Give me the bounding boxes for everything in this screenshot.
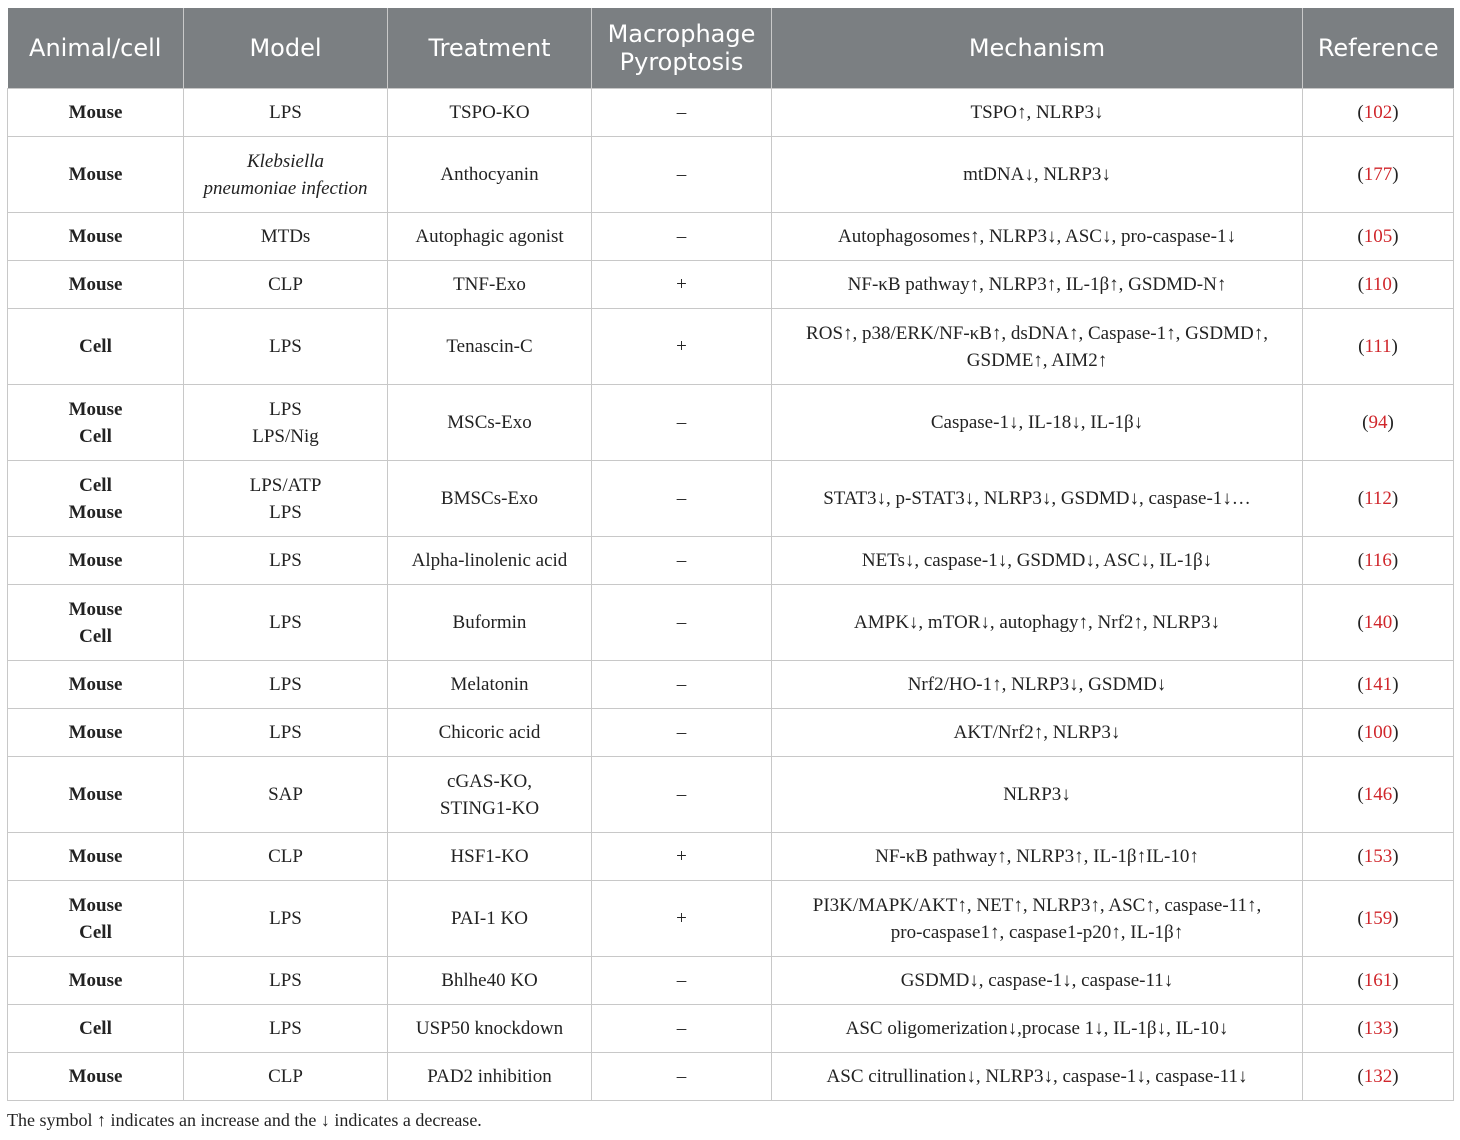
header-reference: Reference bbox=[1303, 8, 1454, 89]
table-row bbox=[8, 661, 1454, 709]
cell-treatment bbox=[388, 585, 592, 661]
data-table bbox=[7, 8, 1454, 1101]
cell-model bbox=[184, 585, 388, 661]
cell-treatment-line: TNF-Exo bbox=[453, 274, 526, 295]
cell-treatment-line: Alpha-linolenic acid bbox=[411, 550, 568, 571]
cell-animal bbox=[8, 89, 184, 137]
cell-animal bbox=[8, 661, 184, 709]
cell-treatment bbox=[388, 137, 592, 213]
cell-mechanism bbox=[772, 661, 1303, 709]
cell-animal bbox=[8, 957, 184, 1005]
table-row bbox=[8, 309, 1454, 385]
table-row bbox=[8, 585, 1454, 661]
cell-reference bbox=[1303, 757, 1454, 833]
cell-treatment bbox=[388, 757, 592, 833]
cell-mechanism-line: NLRP3↓ bbox=[1003, 784, 1071, 805]
ref-close-paren: ) bbox=[1392, 1066, 1399, 1087]
cell-mechanism bbox=[772, 1005, 1303, 1053]
cell-animal-line: Mouse bbox=[68, 784, 123, 805]
cell-mechanism-line: Caspase-1↓, IL-18↓, IL-1β↓ bbox=[930, 412, 1144, 433]
table-container bbox=[7, 8, 1453, 1101]
cell-mechanism bbox=[772, 585, 1303, 661]
cell-mechanism bbox=[772, 461, 1303, 537]
cell-mechanism-line: STAT3↓, p-STAT3↓, NLRP3↓, GSDMD↓, caspase-1↓… bbox=[823, 488, 1251, 509]
cell-mechanism bbox=[772, 537, 1303, 585]
reference-link[interactable]: 132 bbox=[1363, 1066, 1393, 1087]
cell-treatment bbox=[388, 957, 592, 1005]
cell-animal bbox=[8, 757, 184, 833]
cell-pyroptosis: – bbox=[592, 537, 772, 585]
cell-pyroptosis: – bbox=[592, 1053, 772, 1101]
cell-mechanism-line: AMPK↓, mTOR↓, autophagy↑, Nrf2↑, NLRP3↓ bbox=[854, 612, 1220, 633]
cell-model-line: LPS bbox=[269, 1018, 302, 1039]
cell-reference bbox=[1303, 709, 1454, 757]
header-pyroptosis-line2: Pyroptosis bbox=[619, 48, 744, 76]
ref-close-paren: ) bbox=[1392, 1018, 1399, 1039]
ref-open-paren: ( bbox=[1357, 488, 1365, 509]
cell-mechanism bbox=[772, 309, 1303, 385]
cell-animal-line: Mouse bbox=[68, 1066, 123, 1087]
cell-animal-line: Mouse bbox=[68, 598, 123, 620]
cell-model bbox=[184, 89, 388, 137]
cell-model bbox=[184, 881, 388, 957]
ref-close-paren: ) bbox=[1392, 226, 1399, 247]
cell-animal bbox=[8, 1005, 184, 1053]
ref-open-paren: ( bbox=[1358, 336, 1365, 357]
reference-link[interactable]: 105 bbox=[1363, 226, 1393, 247]
cell-model-line: LPS bbox=[269, 398, 302, 420]
ref-close-paren: ) bbox=[1392, 164, 1399, 185]
cell-model-line: LPS bbox=[269, 722, 302, 743]
cell-animal-line: Mouse bbox=[68, 164, 123, 185]
cell-animal-line: Mouse bbox=[68, 398, 123, 420]
cell-mechanism-line: pro-caspase1↑, caspase1-p20↑, IL-1β↑ bbox=[890, 921, 1184, 943]
cell-pyroptosis: – bbox=[592, 213, 772, 261]
cell-mechanism-line: TSPO↑, NLRP3↓ bbox=[970, 102, 1104, 123]
cell-reference bbox=[1303, 137, 1454, 213]
cell-model bbox=[184, 709, 388, 757]
cell-animal bbox=[8, 309, 184, 385]
cell-animal bbox=[8, 881, 184, 957]
cell-pyroptosis: – bbox=[592, 585, 772, 661]
ref-open-paren: ( bbox=[1357, 226, 1364, 247]
cell-reference bbox=[1303, 309, 1454, 385]
ref-open-paren: ( bbox=[1362, 412, 1369, 433]
cell-model bbox=[184, 137, 388, 213]
ref-open-paren: ( bbox=[1357, 274, 1365, 295]
cell-mechanism-line: ROS↑, p38/ERK/NF-κB↑, dsDNA↑, Caspase-1↑, GSDMD↑, bbox=[806, 322, 1268, 344]
cell-animal bbox=[8, 261, 184, 309]
cell-treatment-line: Chicoric acid bbox=[438, 722, 541, 743]
cell-animal-line: Cell bbox=[79, 336, 112, 357]
cell-model-line: pneumoniae infection bbox=[203, 177, 368, 199]
cell-mechanism-line: AKT/Nrf2↑, NLRP3↓ bbox=[953, 722, 1121, 743]
cell-treatment bbox=[388, 213, 592, 261]
ref-close-paren: ) bbox=[1392, 846, 1399, 867]
cell-mechanism bbox=[772, 833, 1303, 881]
ref-open-paren: ( bbox=[1357, 674, 1364, 695]
cell-animal-line: Mouse bbox=[68, 226, 123, 247]
cell-animal-line: Mouse bbox=[68, 894, 123, 916]
cell-treatment bbox=[388, 89, 592, 137]
ref-open-paren: ( bbox=[1357, 164, 1364, 185]
cell-reference bbox=[1303, 833, 1454, 881]
ref-close-paren: ) bbox=[1392, 970, 1399, 991]
cell-mechanism-line: NF-κB pathway↑, NLRP3↑, IL-1β↑, GSDMD-N↑ bbox=[847, 274, 1227, 295]
cell-treatment-line: Melatonin bbox=[450, 674, 529, 695]
header-pyroptosis bbox=[592, 8, 772, 89]
cell-model bbox=[184, 385, 388, 461]
cell-animal-line: Cell bbox=[79, 1018, 112, 1039]
ref-open-paren: ( bbox=[1357, 612, 1364, 633]
cell-reference bbox=[1303, 461, 1454, 537]
cell-animal-line: Cell bbox=[79, 625, 112, 647]
table-row bbox=[8, 757, 1454, 833]
reference-link[interactable]: 133 bbox=[1363, 1018, 1393, 1039]
table-row bbox=[8, 89, 1454, 137]
cell-mechanism-line: NETs↓, caspase-1↓, GSDMD↓, ASC↓, IL-1β↓ bbox=[861, 550, 1213, 571]
cell-mechanism bbox=[772, 1053, 1303, 1101]
table-row bbox=[8, 461, 1454, 537]
cell-mechanism bbox=[772, 261, 1303, 309]
cell-model bbox=[184, 1005, 388, 1053]
cell-treatment bbox=[388, 881, 592, 957]
cell-animal bbox=[8, 709, 184, 757]
table-row bbox=[8, 1053, 1454, 1101]
cell-mechanism bbox=[772, 881, 1303, 957]
reference-link[interactable]: 102 bbox=[1363, 102, 1393, 123]
cell-model-line: LPS bbox=[269, 612, 302, 633]
cell-model-line: MTDs bbox=[260, 226, 311, 247]
cell-animal bbox=[8, 385, 184, 461]
header-animal: Animal/cell bbox=[8, 8, 184, 89]
cell-animal-line: Mouse bbox=[68, 102, 123, 123]
ref-close-paren: ) bbox=[1391, 336, 1398, 357]
cell-model-line: SAP bbox=[268, 784, 303, 805]
cell-treatment-line: BMSCs-Exo bbox=[440, 488, 539, 509]
table-body bbox=[8, 89, 1454, 1101]
cell-treatment-line: cGAS-KO, bbox=[447, 770, 532, 792]
cell-model-line: LPS bbox=[269, 336, 302, 357]
ref-close-paren: ) bbox=[1392, 908, 1399, 929]
cell-model bbox=[184, 261, 388, 309]
header-treatment: Treatment bbox=[388, 8, 592, 89]
cell-treatment-line: Autophagic agonist bbox=[415, 226, 564, 247]
cell-animal-line: Mouse bbox=[68, 501, 123, 523]
cell-treatment-line: Bhlhe40 KO bbox=[441, 970, 538, 991]
cell-model-line: LPS/ATP bbox=[249, 474, 322, 496]
table-footnote: The symbol ↑ indicates an increase and the ↓ indicates a decrease. bbox=[7, 1110, 482, 1130]
cell-animal-line: Mouse bbox=[68, 674, 123, 695]
cell-model bbox=[184, 833, 388, 881]
header-model: Model bbox=[184, 8, 388, 89]
cell-treatment bbox=[388, 709, 592, 757]
reference-link[interactable]: 140 bbox=[1363, 612, 1393, 633]
cell-pyroptosis: – bbox=[592, 957, 772, 1005]
ref-close-paren: ) bbox=[1391, 274, 1399, 295]
cell-treatment-line: TSPO-KO bbox=[449, 102, 530, 123]
cell-mechanism-line: ASC oligomerization↓,procase 1↓, IL-1β↓, IL-10↓ bbox=[845, 1018, 1229, 1039]
cell-treatment bbox=[388, 261, 592, 309]
ref-close-paren: ) bbox=[1387, 412, 1394, 433]
header-mechanism: Mechanism bbox=[772, 8, 1303, 89]
cell-animal bbox=[8, 537, 184, 585]
cell-pyroptosis: – bbox=[592, 1005, 772, 1053]
cell-animal-line: Cell bbox=[79, 425, 112, 447]
cell-mechanism-line: ASC citrullination↓, NLRP3↓, caspase-1↓, caspase-11↓ bbox=[826, 1066, 1248, 1087]
cell-treatment bbox=[388, 1005, 592, 1053]
cell-model-line: CLP bbox=[268, 1066, 303, 1087]
cell-treatment-line: PAD2 inhibition bbox=[427, 1066, 552, 1087]
cell-pyroptosis: – bbox=[592, 709, 772, 757]
cell-mechanism bbox=[772, 957, 1303, 1005]
cell-animal bbox=[8, 585, 184, 661]
cell-treatment-line: Anthocyanin bbox=[440, 164, 539, 185]
cell-reference bbox=[1303, 957, 1454, 1005]
cell-pyroptosis: – bbox=[592, 661, 772, 709]
cell-model-line: LPS bbox=[269, 550, 302, 571]
ref-open-paren: ( bbox=[1357, 1066, 1364, 1087]
reference-link[interactable]: 153 bbox=[1363, 846, 1393, 867]
cell-pyroptosis: + bbox=[592, 309, 772, 385]
cell-mechanism bbox=[772, 213, 1303, 261]
cell-treatment bbox=[388, 537, 592, 585]
ref-close-paren: ) bbox=[1392, 102, 1399, 123]
cell-animal bbox=[8, 213, 184, 261]
ref-close-paren: ) bbox=[1392, 784, 1399, 805]
cell-treatment-line: STING1-KO bbox=[439, 797, 540, 819]
cell-model-line: LPS bbox=[269, 102, 302, 123]
ref-open-paren: ( bbox=[1357, 550, 1365, 571]
cell-treatment bbox=[388, 661, 592, 709]
cell-treatment bbox=[388, 461, 592, 537]
cell-mechanism-line: Nrf2/HO-1↑, NLRP3↓, GSDMD↓ bbox=[907, 674, 1167, 695]
cell-mechanism-line: mtDNA↓, NLRP3↓ bbox=[963, 164, 1111, 185]
reference-link[interactable]: 94 bbox=[1368, 412, 1388, 433]
cell-model bbox=[184, 661, 388, 709]
cell-animal bbox=[8, 833, 184, 881]
cell-model bbox=[184, 537, 388, 585]
cell-model-line: CLP bbox=[268, 274, 303, 295]
cell-model bbox=[184, 957, 388, 1005]
reference-link[interactable]: 100 bbox=[1363, 722, 1393, 743]
cell-reference bbox=[1303, 1005, 1454, 1053]
cell-reference bbox=[1303, 89, 1454, 137]
ref-open-paren: ( bbox=[1357, 1018, 1364, 1039]
ref-open-paren: ( bbox=[1357, 970, 1364, 991]
ref-close-paren: ) bbox=[1391, 550, 1399, 571]
cell-mechanism-line: Autophagosomes↑, NLRP3↓, ASC↓, pro-caspase-1↓ bbox=[838, 226, 1236, 247]
cell-reference bbox=[1303, 537, 1454, 585]
cell-treatment bbox=[388, 833, 592, 881]
cell-treatment bbox=[388, 1053, 592, 1101]
cell-treatment-line: MSCs-Exo bbox=[447, 412, 532, 433]
table-row bbox=[8, 213, 1454, 261]
cell-treatment-line: PAI-1 KO bbox=[451, 908, 528, 929]
cell-model-line: LPS/Nig bbox=[252, 425, 319, 447]
cell-pyroptosis: – bbox=[592, 385, 772, 461]
cell-animal-line: Mouse bbox=[68, 550, 123, 571]
table-row bbox=[8, 537, 1454, 585]
table-row bbox=[8, 957, 1454, 1005]
reference-link[interactable]: 112 bbox=[1364, 488, 1392, 509]
ref-open-paren: ( bbox=[1357, 784, 1364, 805]
cell-treatment bbox=[388, 309, 592, 385]
cell-mechanism bbox=[772, 137, 1303, 213]
cell-pyroptosis: – bbox=[592, 461, 772, 537]
cell-mechanism-line: GSDME↑, AIM2↑ bbox=[966, 349, 1108, 371]
reference-link[interactable]: 161 bbox=[1363, 970, 1393, 991]
cell-animal bbox=[8, 461, 184, 537]
cell-pyroptosis: + bbox=[592, 833, 772, 881]
cell-treatment-line: Tenascin-C bbox=[446, 336, 533, 357]
reference-link[interactable]: 159 bbox=[1363, 908, 1393, 929]
cell-animal bbox=[8, 1053, 184, 1101]
cell-animal-line: Mouse bbox=[68, 846, 123, 867]
cell-reference bbox=[1303, 585, 1454, 661]
cell-model bbox=[184, 309, 388, 385]
cell-animal-line: Mouse bbox=[68, 722, 123, 743]
table-row bbox=[8, 1005, 1454, 1053]
cell-pyroptosis: – bbox=[592, 89, 772, 137]
cell-treatment bbox=[388, 385, 592, 461]
table-row bbox=[8, 385, 1454, 461]
reference-link[interactable]: 111 bbox=[1364, 336, 1392, 357]
cell-mechanism bbox=[772, 757, 1303, 833]
header-pyroptosis-line1: Macrophage bbox=[607, 20, 756, 48]
ref-close-paren: ) bbox=[1392, 674, 1399, 695]
cell-pyroptosis: + bbox=[592, 881, 772, 957]
ref-open-paren: ( bbox=[1357, 102, 1364, 123]
header-row bbox=[8, 8, 1454, 89]
reference-link[interactable]: 116 bbox=[1364, 550, 1392, 571]
table-row bbox=[8, 709, 1454, 757]
cell-animal-line: Cell bbox=[79, 474, 112, 496]
cell-reference bbox=[1303, 1053, 1454, 1101]
cell-pyroptosis: – bbox=[592, 137, 772, 213]
cell-model bbox=[184, 213, 388, 261]
reference-link[interactable]: 110 bbox=[1364, 274, 1392, 295]
cell-reference bbox=[1303, 881, 1454, 957]
ref-close-paren: ) bbox=[1392, 612, 1399, 633]
cell-pyroptosis: + bbox=[592, 261, 772, 309]
table-row bbox=[8, 137, 1454, 213]
cell-animal bbox=[8, 137, 184, 213]
cell-reference bbox=[1303, 385, 1454, 461]
cell-treatment-line: Buformin bbox=[452, 612, 527, 633]
cell-model-line: LPS bbox=[269, 970, 302, 991]
cell-reference bbox=[1303, 661, 1454, 709]
cell-model-line: LPS bbox=[269, 908, 302, 929]
cell-treatment-line: HSF1-KO bbox=[450, 846, 529, 867]
cell-animal-line: Mouse bbox=[68, 274, 123, 295]
cell-mechanism-line: NF-κB pathway↑, NLRP3↑, IL-1β↑IL-10↑ bbox=[875, 846, 1199, 867]
cell-mechanism bbox=[772, 89, 1303, 137]
cell-model-line: LPS bbox=[269, 501, 302, 523]
cell-treatment-line: USP50 knockdown bbox=[415, 1018, 564, 1039]
cell-model bbox=[184, 461, 388, 537]
table-row bbox=[8, 261, 1454, 309]
cell-animal-line: Cell bbox=[79, 921, 112, 943]
cell-mechanism bbox=[772, 385, 1303, 461]
cell-pyroptosis: – bbox=[592, 757, 772, 833]
reference-link[interactable]: 177 bbox=[1363, 164, 1393, 185]
ref-open-paren: ( bbox=[1357, 846, 1364, 867]
cell-model-line: CLP bbox=[268, 846, 303, 867]
cell-model-line: Klebsiella bbox=[246, 150, 325, 172]
table-row bbox=[8, 833, 1454, 881]
reference-link[interactable]: 141 bbox=[1363, 674, 1393, 695]
cell-mechanism-line: PI3K/MAPK/AKT↑, NET↑, NLRP3↑, ASC↑, caspase-11↑, bbox=[812, 894, 1262, 916]
cell-animal-line: Mouse bbox=[68, 970, 123, 991]
table-row bbox=[8, 881, 1454, 957]
cell-mechanism bbox=[772, 709, 1303, 757]
reference-link[interactable]: 146 bbox=[1363, 784, 1393, 805]
ref-open-paren: ( bbox=[1357, 908, 1364, 929]
ref-open-paren: ( bbox=[1357, 722, 1364, 743]
ref-close-paren: ) bbox=[1391, 488, 1399, 509]
cell-reference bbox=[1303, 261, 1454, 309]
cell-model-line: LPS bbox=[269, 674, 302, 695]
cell-mechanism-line: GSDMD↓, caspase-1↓, caspase-11↓ bbox=[900, 970, 1174, 991]
ref-close-paren: ) bbox=[1392, 722, 1399, 743]
cell-reference bbox=[1303, 213, 1454, 261]
cell-model bbox=[184, 1053, 388, 1101]
cell-model bbox=[184, 757, 388, 833]
